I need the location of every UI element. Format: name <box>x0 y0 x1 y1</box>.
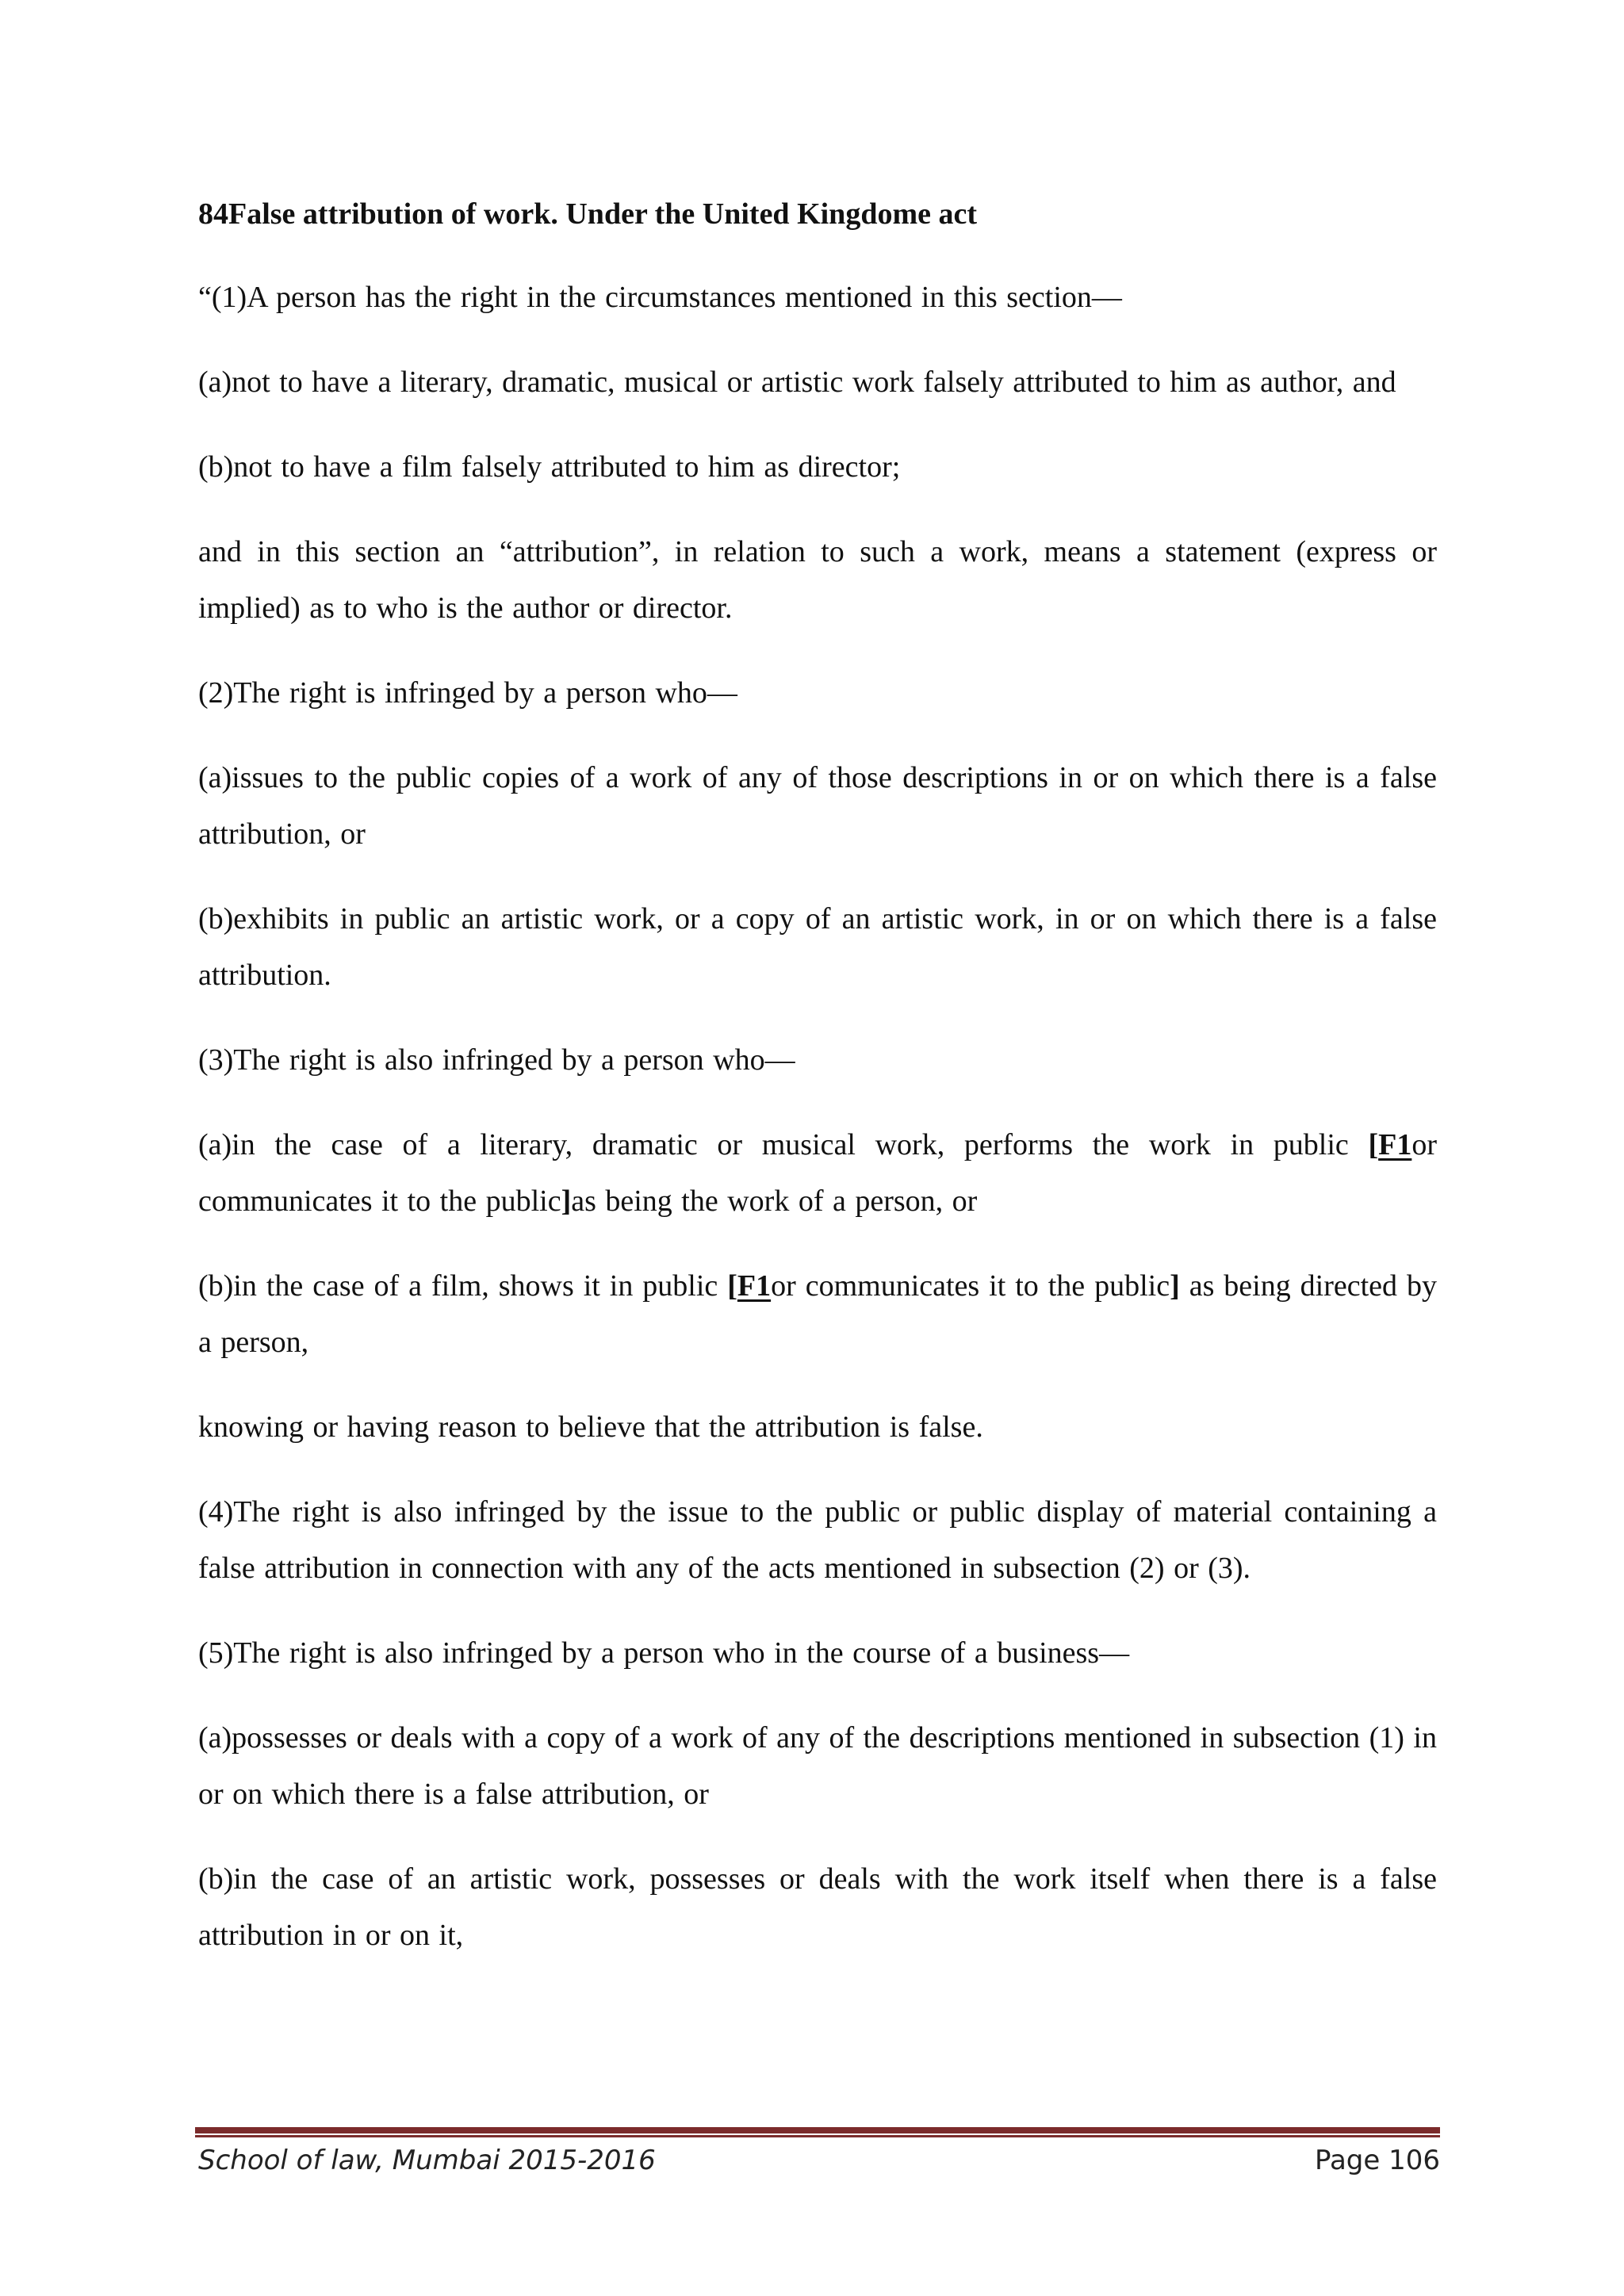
paragraph-3a <box>198 1117 1437 1230</box>
footer-divider-thin <box>195 2135 1440 2137</box>
paragraph-3: (3)The right is also infringed by a person who— <box>198 1043 795 1077</box>
footer-divider <box>195 2127 1440 2138</box>
paragraph-1a: (a)not to have a literary, dramatic, musical or artistic work falsely attributed to him as author, and <box>198 365 1396 399</box>
paragraph-knowledge: knowing or having reason to believe that the attribution is false. <box>198 1410 983 1444</box>
paragraph-4: (4)The right is also infringed by the issue to the public or public display of material containing a false attribution in connection with any of the acts mentioned in subsection (2) or (3). <box>198 1495 1437 1585</box>
paragraph-3a-tail: as being the work of a person, or <box>571 1184 978 1218</box>
paragraph-3b-text: (b)in the case of a film, shows it in public <box>198 1269 728 1303</box>
paragraph-2a: (a)issues to the public copies of a work of any of those descriptions in or on which there is a false attribution, or <box>198 761 1437 851</box>
paragraph-attribution-definition: and in this section an “attribution”, in relation to such a work, means a statement (express or implied) as to who is the author or director. <box>198 535 1437 625</box>
section-heading: 84False attribution of work. Under the United Kingdome act <box>198 197 977 231</box>
document-body <box>198 190 1437 1992</box>
amendment-open-bracket: [ <box>1368 1128 1379 1161</box>
paragraph-5b: (b)in the case of an artistic work, possesses or deals with the work itself when there is a false attribution in or on it, <box>198 1862 1437 1952</box>
paragraph-2b: (b)exhibits in public an artistic work, or a copy of an artistic work, in or on which there is a false attribution. <box>198 902 1437 992</box>
paragraph-1b: (b)not to have a film falsely attributed to him as director; <box>198 450 901 484</box>
paragraph-3a-text: (a)in the case of a literary, dramatic or musical work, performs the work in public <box>198 1128 1369 1161</box>
paragraph-5: (5)The right is also infringed by a person who in the course of a business— <box>198 1636 1130 1670</box>
amendment-inserted-text: or communicates it to the public <box>198 1128 1437 1218</box>
amendment-inserted-text: or communicates it to the public <box>771 1269 1170 1303</box>
paragraph-5a: (a)possesses or deals with a copy of a work of any of the descriptions mentioned in subsection (1) in or on which there is a false attribution, or <box>198 1721 1437 1811</box>
footer-divider-thick <box>195 2127 1440 2133</box>
page-number: Page 106 <box>1314 2145 1440 2176</box>
paragraph-2: (2)The right is infringed by a person who— <box>198 676 737 710</box>
amendment-close-bracket: ] <box>561 1184 572 1218</box>
paragraph-3b <box>198 1258 1437 1371</box>
amendment-open-bracket: [ <box>727 1269 737 1303</box>
paragraph-1: “(1)A person has the right in the circumstances mentioned in this section— <box>198 281 1122 314</box>
amendment-ref-link[interactable]: F1 <box>1378 1128 1412 1161</box>
paragraph-3b-tail: as being directed by a person, <box>198 1269 1438 1359</box>
amendment-close-bracket: ] <box>1170 1269 1180 1303</box>
amendment-ref-link[interactable]: F1 <box>737 1269 772 1303</box>
footer-institution: School of law, Mumbai 2015-2016 <box>198 2145 656 2176</box>
